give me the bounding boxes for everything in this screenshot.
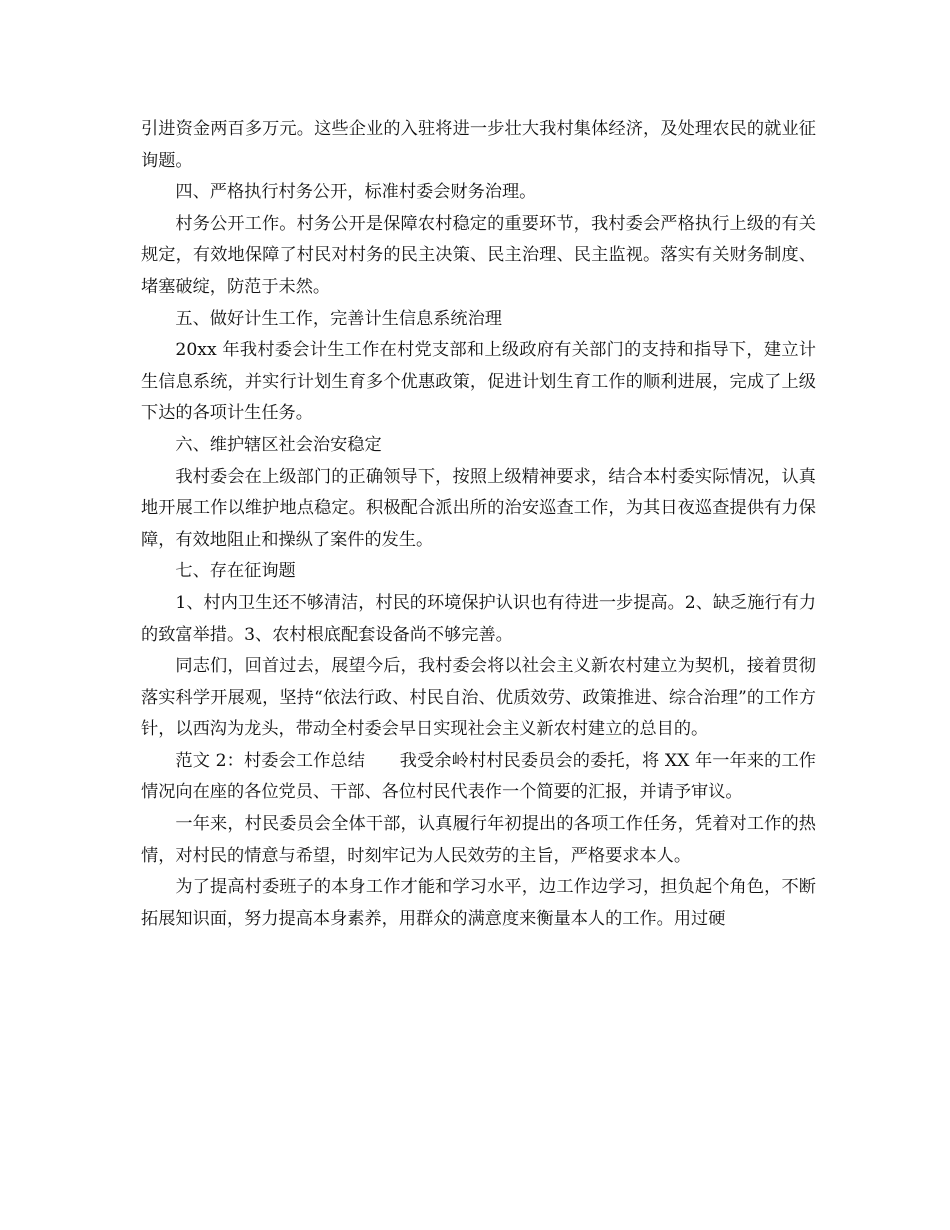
paragraph-continuation: 引进资金两百多万元。这些企业的入驻将进一步壮大我村集体经济，及处理农民的就业征询题。 — [141, 119, 816, 171]
section-heading-4: 四、严格执行村务公开，标准村委会财务治理。 — [175, 182, 537, 203]
section-heading-6: 六、维护辖区社会治安稳定 — [175, 434, 382, 455]
paragraph: 我村委会在上级部门的正确领导下，按照上级精神要求，结合本村委实际情况，认真地开展工作以维护地点稳定。积极配合派出所的治安巡查工作，为其日夜巡查提供有力保障，有效地阻止和操纵了案件的发生。 — [141, 466, 816, 550]
paragraph-sample-2-intro: 范文 2：村委会工作总结 我受余岭村村民委员会的委托，将 XX 年一年来的工作情况向在座的各位党员、干部、各位村民代表作一个简要的汇报，并请予审议。 — [141, 750, 816, 803]
paragraph: 1、村内卫生还不够清洁，村民的环境保护认识也有待进一步提高。2、缺乏施行有力的致富举措。3、农村根底配套设备尚不够完善。 — [141, 592, 817, 645]
paragraph: 同志们，回首过去，展望今后，我村委会将以社会主义新农村建立为契机，接着贯彻落实科学开展观，坚持“依法行政、村民自治、优质效劳、政策推进、综合治理”的工作方针，以西沟为龙头，带动全村委会早日实现社会主义新农村建立的总目的。 — [141, 656, 816, 740]
paragraph: 为了提高村委班子的本身工作才能和学习水平，边工作边学习，担负起个角色，不断拓展知识面，努力提高本身素养，用群众的满意度来衡量本人的工作。用过硬 — [141, 877, 816, 929]
section-heading-5: 五、做好计生工作，完善计生信息系统治理 — [175, 308, 502, 329]
section-heading-7: 七、存在征询题 — [175, 561, 296, 582]
paragraph: 村务公开工作。村务公开是保障农村稳定的重要环节，我村委会严格执行上级的有关规定，有效地保障了村民对村务的民主决策、民主治理、民主监视。落实有关财务制度、堵塞破绽，防范于未然。 — [141, 213, 816, 297]
paragraph: 20xx 年我村委会计生工作在村党支部和上级政府有关部门的支持和指导下，建立计生信息系统，并实行计划生育多个优惠政策，促进计划生育工作的顺利进展，完成了上级下达的各项计生任务。 — [141, 340, 816, 424]
document-body — [141, 114, 816, 935]
paragraph: 一年来，村民委员会全体干部，认真履行年初提出的各项工作任务，凭着对工作的热情，对村民的情意与希望，时刻牢记为人民效劳的主旨，严格要求本人。 — [141, 814, 816, 866]
